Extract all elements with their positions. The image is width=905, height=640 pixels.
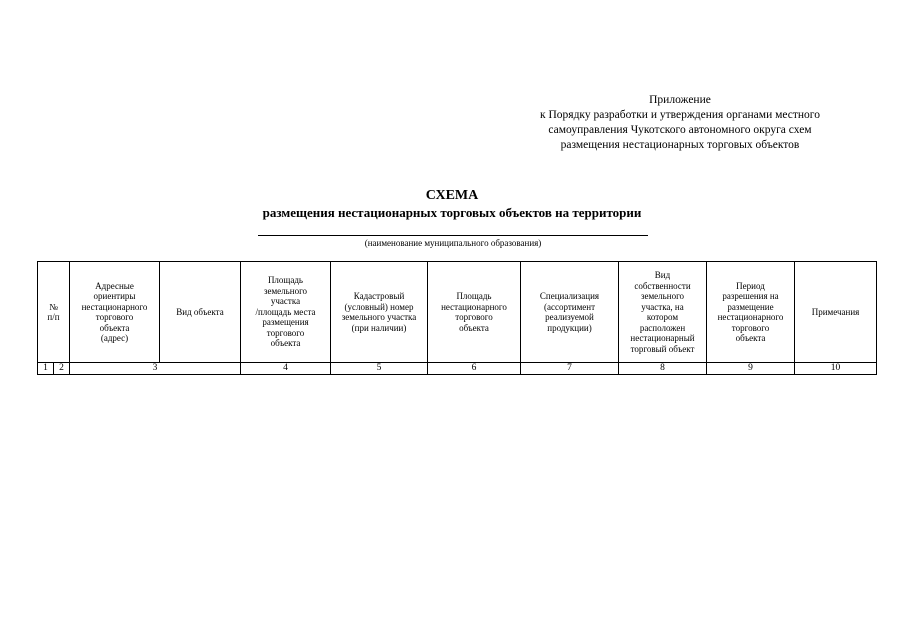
- number-cell: 10: [795, 363, 877, 375]
- number-cell-pair: [38, 363, 70, 375]
- appendix-line-2: к Порядку разработки и утверждения органами местного: [540, 109, 820, 121]
- table-header-row: [38, 262, 877, 363]
- number-cell: 3: [70, 363, 241, 375]
- header-specialization: Специализация (ассортимент реализуемой продукции): [521, 262, 619, 363]
- table-row: [38, 363, 877, 375]
- title-main: СХЕМА: [425, 188, 479, 203]
- header-object-type: Вид объекта: [160, 262, 241, 363]
- number-cell: 5: [331, 363, 428, 375]
- header-land-area: Площадь земельного участка /площадь места размещения торгового объекта: [241, 262, 331, 363]
- header-number: № п/п: [38, 262, 70, 363]
- appendix-line-3: самоуправления Чукотского автономного округа схем: [548, 124, 812, 136]
- header-address: Адресные ориентиры нестационарного торгового объекта (адрес): [70, 262, 160, 363]
- municipality-caption: (наименование муниципального образования): [364, 238, 542, 248]
- appendix-line-4: размещения нестационарных торговых объектов: [560, 139, 800, 151]
- header-notes: Примечания: [795, 262, 877, 363]
- header-permit-period: Период разрешения на размещение нестационарного торгового объекта: [707, 262, 795, 363]
- appendix-line-1: Приложение: [649, 94, 711, 106]
- number-cell: 4: [241, 363, 331, 375]
- header-object-area: Площадь нестационарного торгового объекта: [428, 262, 521, 363]
- scheme-table: [37, 261, 877, 375]
- title-subtitle: размещения нестационарных торговых объектов на территории: [262, 205, 642, 220]
- header-ownership-type: Вид собственности земельного участка, на котором расположен нестационарный торговый объект: [619, 262, 707, 363]
- number-cell: 6: [428, 363, 521, 375]
- number-cell: 7: [521, 363, 619, 375]
- number-cell: 9: [707, 363, 795, 375]
- number-cell: 2: [59, 363, 64, 373]
- municipality-blank-line: [258, 235, 648, 236]
- appendix-header: [520, 93, 840, 153]
- number-cell: 8: [619, 363, 707, 375]
- document-title: [120, 187, 784, 221]
- number-cell: 1: [38, 363, 54, 374]
- header-cadastral-number: Кадастровый (условный) номер земельного участка (при наличии): [331, 262, 428, 363]
